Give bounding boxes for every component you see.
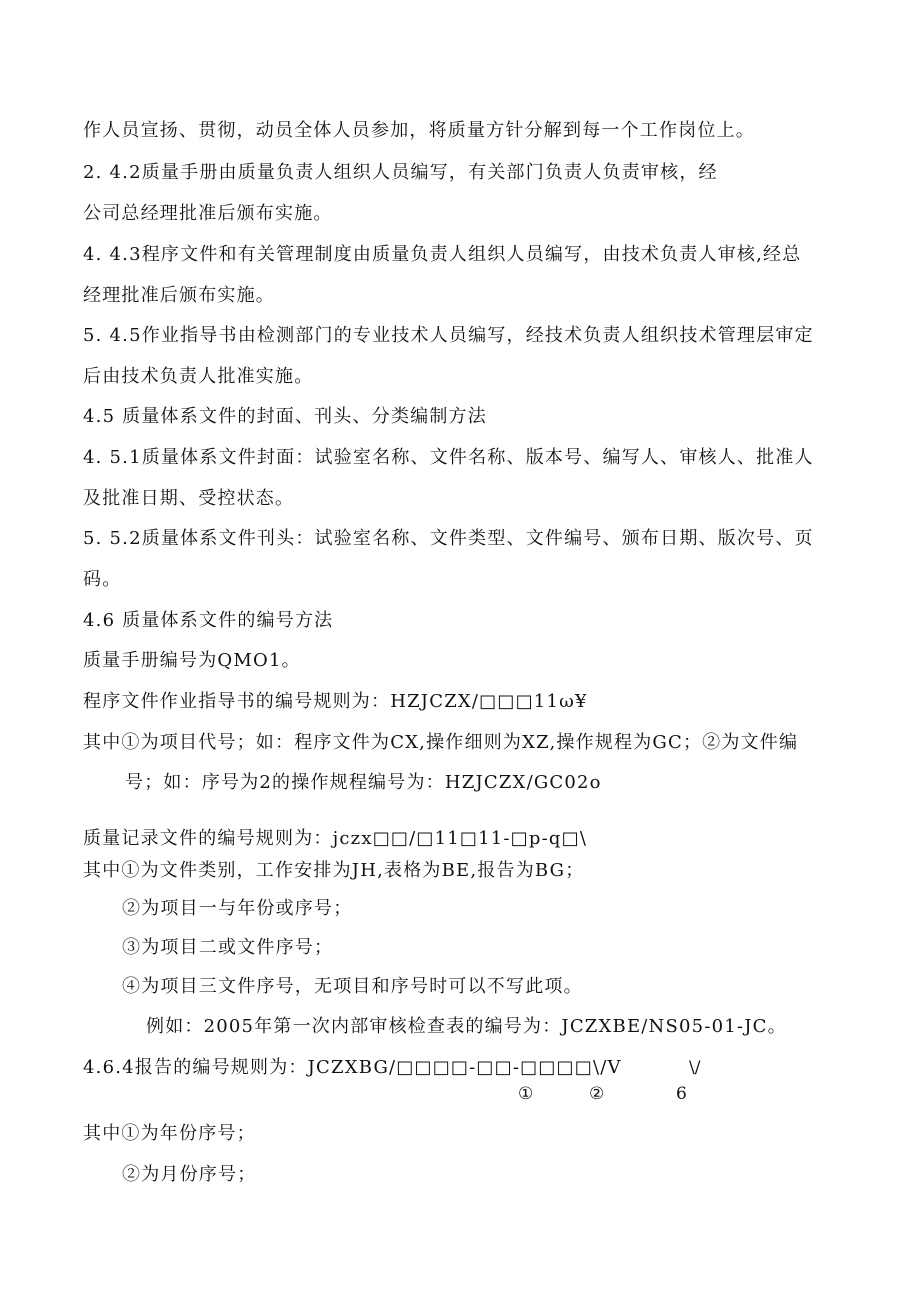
text-line-9: 4. 5.1质量体系文件封面：试验室名称、文件名称、版本号、编写人、审核人、批准人 [83, 447, 814, 468]
text-line-22: ④为项目三文件序号，无项目和序号时可以不写此项。 [122, 976, 583, 997]
text-line-11: 5. 5.2质量体系文件刊头：试验室名称、文件类型、文件编号、颁布日期、版次号、页 [83, 528, 814, 549]
section-heading-4-5: 4.5 质量体系文件的封面、刊头、分类编制方法 [83, 406, 487, 427]
section-heading-4-6: 4.6 质量体系文件的编号方法 [83, 610, 334, 631]
text-line-23: 例如：2005年第一次内部审核检查表的编号为：JCZXBE/NS05-01-JC。 [146, 1016, 787, 1037]
text-line-1: 作人员宣扬、贯彻，动员全体人员参加，将质量方针分解到每一个工作岗位上。 [83, 120, 755, 141]
text-line-24: 4.6.4报告的编号规则为：JCZXBG/□□□□-□□-□□□□\/V [83, 1057, 622, 1078]
text-line-15: 程序文件作业指导书的编号规则为：HZJCZX/□□□11ω¥ [83, 691, 588, 712]
text-line-5: 经理批准后颁布实施。 [83, 285, 275, 306]
text-line-3: 公司总经理批准后颁布实施。 [83, 203, 333, 224]
text-line-16: 其中①为项目代号；如：程序文件为CX,操作细则为XZ,操作规程为GC；②为文件编 [83, 732, 799, 753]
text-line-4: 4. 4.3程序文件和有关管理制度由质量负责人组织人员编写，由技术负责人审核,经总 [83, 244, 802, 265]
text-line-2: 2. 4.2质量手册由质量负责人组织人员编写，有关部门负责人负责审核，经 [83, 162, 718, 183]
annotation-mark-2: ② [589, 1084, 605, 1104]
text-line-10: 及批准日期、受控状态。 [83, 488, 295, 509]
annotation-mark-slash: \/ [689, 1058, 701, 1078]
text-line-25: 其中①为年份序号； [83, 1123, 256, 1144]
text-line-17: 号；如：序号为2的操作规程编号为：HZJCZX/GC02o [125, 772, 602, 793]
annotation-mark-1: ① [518, 1084, 534, 1104]
text-line-12: 码。 [83, 569, 122, 590]
text-line-19: 其中①为文件类别，工作安排为JH,表格为BE,报告为BG； [83, 860, 585, 881]
text-line-20: ②为项目一与年份或序号； [122, 898, 353, 919]
text-line-7: 后由技术负责人批准实施。 [83, 366, 314, 387]
text-line-21: ③为项目二或文件序号； [122, 937, 334, 958]
text-line-26: ②为月份序号； [122, 1164, 257, 1185]
text-line-18: 质量记录文件的编号规则为：jczx□□/□11□11-□p-q□\ [83, 828, 588, 849]
text-line-14: 质量手册编号为QMO1。 [83, 650, 301, 671]
annotation-mark-6: 6 [676, 1084, 687, 1104]
text-line-6: 5. 4.5作业指导书由检测部门的专业技术人员编写，经技术负责人组织技术管理层审定 [83, 325, 814, 346]
